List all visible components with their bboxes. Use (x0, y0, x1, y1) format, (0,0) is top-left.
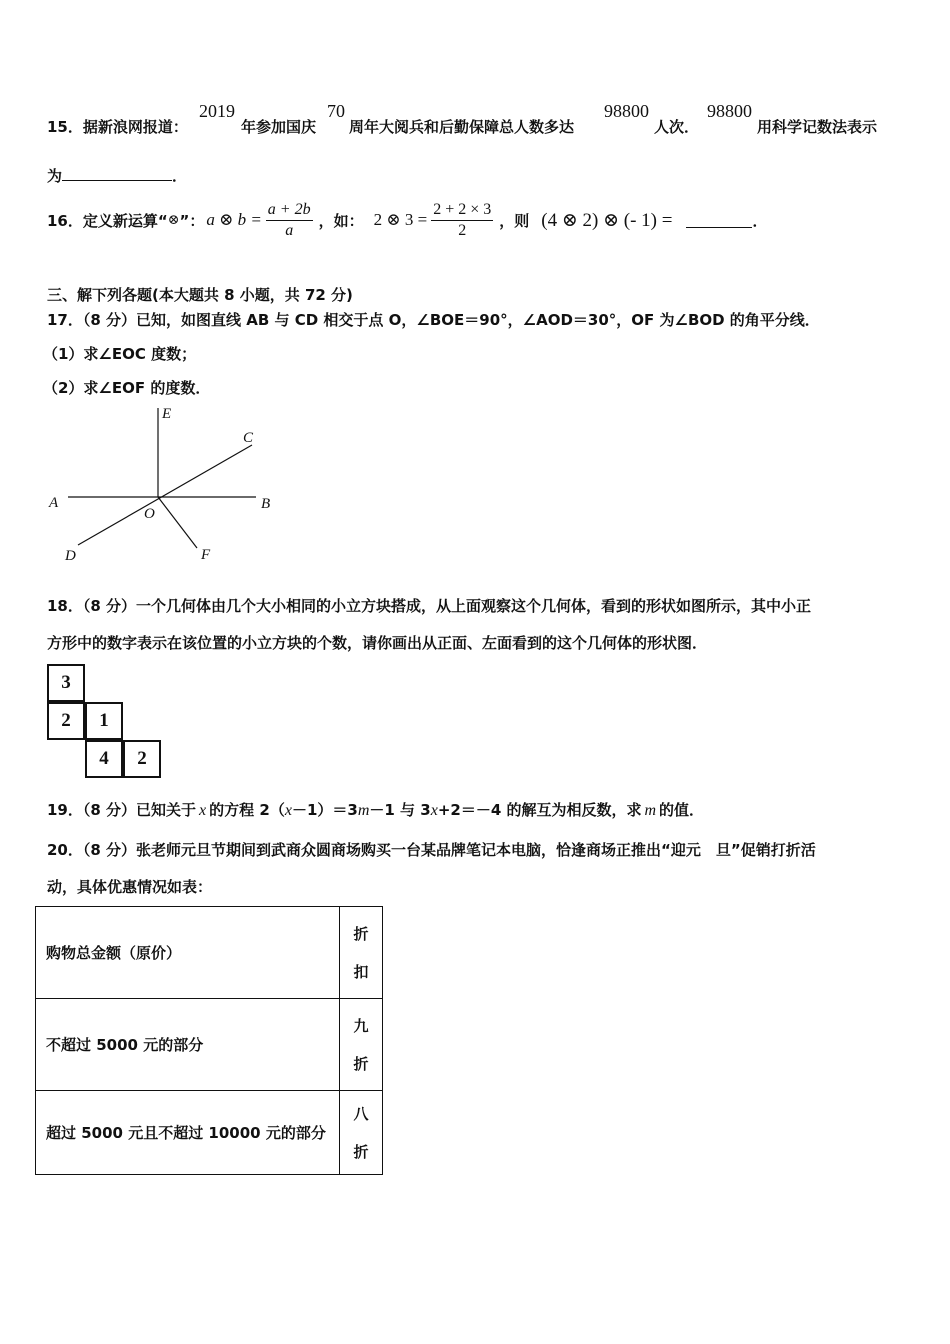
q18-line1: 18．（8 分）一个几何体由几个大小相同的小立方块搭成，从上面观察这个几何体，看到的形状如图所示，其中小正 (47, 597, 812, 615)
otimes-symbol: ⊗ (167, 212, 180, 228)
q19-line: 19．（8 分）已知关于 x 的方程 2（x－1）＝3m－1 与 3x+2＝－4 的解互为相反数，求 m 的值． (47, 801, 705, 819)
label-d: D (65, 548, 76, 564)
q17-part1: （1）求∠EOC 度数； (43, 345, 197, 363)
label-e: E (162, 406, 172, 422)
label-a: A (49, 495, 59, 511)
q18-line2: 方形中的数字表示在该位置的小立方块的个数，请你画出从正面、左面看到的这个几何体的形状图． (47, 634, 708, 652)
grid-cell: 2 (47, 702, 85, 740)
q15-line2: 为 ． (47, 167, 188, 185)
label-o: O (144, 506, 155, 522)
q15-text2: 周年大阅兵和后勤保障总人数多达 (349, 118, 575, 136)
q17-part2: （2）求∠EOF 的度数． (43, 379, 211, 397)
q15-text4: 用科学记数法表示 (757, 118, 878, 136)
q15-answer-blank[interactable] (62, 180, 172, 181)
grid-cell: 2 (123, 740, 161, 778)
q15-text3: 人次． (654, 118, 700, 136)
label-c: C (243, 430, 254, 446)
q15-prefix: 15．据新浪网报道： (47, 118, 188, 136)
section-heading: 三、解下列各题(本大题共 8 小题，共 72 分) (47, 286, 353, 304)
q17-stem: 17．（8 分）已知，如图直线 AB 与 CD 相交于点 O，∠BOE＝90°，∠AOD＝30°，OF 为∠BOD 的角平分线． (47, 311, 820, 329)
table-cell-discount: 折 扣 (340, 907, 383, 999)
table-cell-discount: 八 折 (340, 1091, 383, 1175)
q15-text1: 年参加国庆 (241, 118, 317, 136)
q20-line1: 20．（8 分）张老师元旦节期间到武商众圆商场购买一台某品牌笔记本电脑，恰逢商场正推出“迎元 旦”促销打折活 (47, 841, 816, 859)
q16-definition-fraction: $\frac{a + 2b}{a}$ (267, 200, 311, 239)
q18-top-view-grid (47, 664, 172, 784)
grid-cell: 1 (85, 702, 123, 740)
table-cell-label: 购物总金额（原价） (36, 907, 340, 999)
table-row (36, 1091, 383, 1175)
label-f: F (201, 547, 211, 563)
q15-seventy: 70 (327, 101, 345, 121)
q20-line2: 动，具体优惠情况如表： (47, 878, 213, 896)
label-b: B (261, 496, 271, 512)
table-cell-discount: 九 折 (340, 999, 383, 1091)
grid-cell: 3 (47, 664, 85, 702)
grid-cell: 4 (85, 740, 123, 778)
ray-of (158, 497, 197, 548)
line-cd (78, 445, 252, 545)
q15-year: 2019 (199, 101, 235, 121)
q17-geometry-figure (40, 400, 300, 570)
q15-number1: 98800 (604, 101, 649, 121)
q16-answer-blank[interactable] (686, 213, 752, 228)
q16-expression: (4 ⊗ 2) ⊗ (- 1) = (541, 209, 673, 231)
q16-prefix: 16．定义新运算“ (47, 211, 168, 230)
q16-definition-lhs: a ⊗ b = (206, 210, 262, 229)
q15-line1 (47, 116, 188, 137)
q16-line: 16．定义新运算“ ⊗ ”： a ⊗ b = $\frac{a + 2b}{a}$ ，如： 2 ⊗ 3 = $\frac{2 + 2 \times 3}{2}$ ，则 (4 ⊗ 2) ⊗ (- 1) = ． (47, 200, 768, 239)
q16-example-fraction: $\frac{2 + 2 \times 3}{2}$ (433, 200, 492, 239)
table-row (36, 999, 383, 1091)
discount-table (35, 906, 383, 1175)
q16-example-lhs: 2 ⊗ 3 = (373, 210, 428, 229)
table-row (36, 907, 383, 999)
q15-number2: 98800 (707, 101, 752, 121)
table-cell-label: 超过 5000 元且不超过 10000 元的部分 (36, 1091, 340, 1175)
table-cell-label: 不超过 5000 元的部分 (36, 999, 340, 1091)
